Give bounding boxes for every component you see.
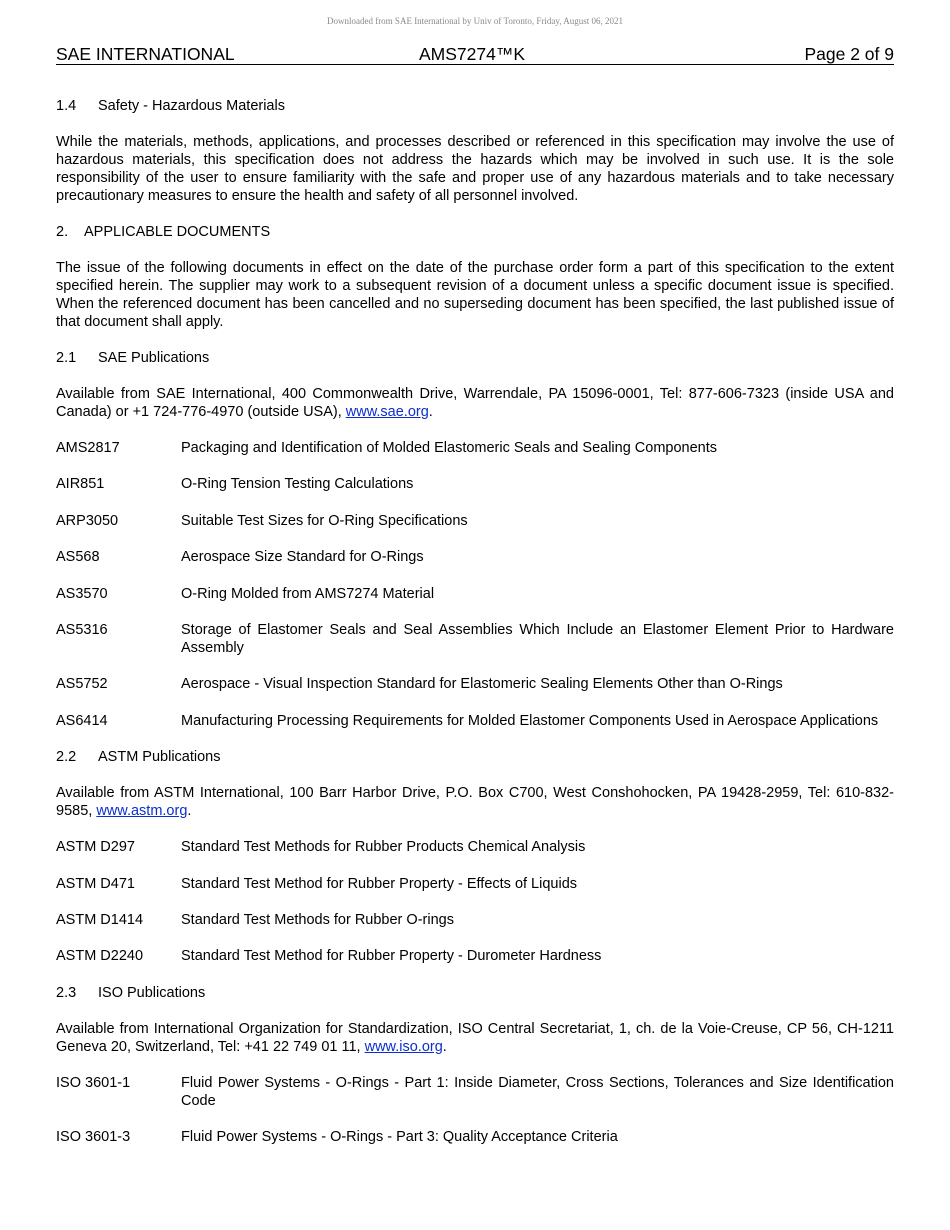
iso-website-link[interactable]: www.iso.org [364, 1038, 443, 1055]
sae-reference-list [56, 439, 894, 730]
reference-item [56, 675, 894, 693]
reference-item [56, 838, 894, 856]
astm-website-link[interactable]: www.astm.org [96, 803, 188, 820]
header-page-number: Page 2 of 9 [804, 44, 894, 64]
iso-availability-paragraph [56, 1020, 894, 1056]
reference-title: Fluid Power Systems - O-Rings - Part 3: Quality Acceptance Criteria [181, 1129, 618, 1146]
reference-title: Standard Test Methods for Rubber O-rings [181, 911, 454, 928]
section-title: ASTM Publications [98, 749, 221, 766]
section-heading-2-3 [56, 984, 894, 1002]
reference-title: Suitable Test Sizes for O-Ring Specifications [181, 512, 468, 529]
punctuation: . [442, 1038, 447, 1055]
reference-code: AS568 [56, 549, 100, 566]
reference-code: ASTM D471 [56, 875, 135, 892]
reference-item [56, 1128, 894, 1146]
reference-item [56, 712, 894, 730]
astm-availability-paragraph [56, 784, 894, 820]
reference-item [56, 1074, 894, 1110]
page-header [56, 44, 894, 65]
punctuation: . [187, 803, 192, 820]
reference-title: Storage of Elastomer Seals and Seal Assemblies Which Include an Elastomer Element Prior to Hardware Assembly [181, 621, 894, 656]
reference-item [56, 548, 894, 566]
reference-code: ASTM D2240 [56, 948, 144, 965]
availability-text: Available from ASTM International, 100 Barr Harbor Drive, P.O. Box C700, West Conshohocken, PA 19428-2959, Tel: 610-832-9585, [56, 785, 894, 820]
reference-code: AMS2817 [56, 440, 120, 456]
reference-item [56, 475, 894, 493]
section-number: 2.1 [56, 350, 77, 366]
header-document-number: AMS7274™K [419, 44, 526, 64]
reference-code: ASTM D1414 [56, 911, 144, 928]
reference-title: Standard Test Method for Rubber Property - Durometer Hardness [181, 948, 602, 965]
reference-code: ISO 3601-1 [56, 1074, 131, 1091]
section-number: 2. [56, 224, 69, 240]
reference-item [56, 585, 894, 603]
section-title: SAE Publications [98, 350, 210, 366]
reference-code: AS5316 [56, 621, 108, 638]
section-heading-2-1 [56, 349, 894, 367]
reference-title: Standard Test Methods for Rubber Products Chemical Analysis [181, 839, 586, 856]
astm-reference-list [56, 838, 894, 965]
reference-code: AS5752 [56, 676, 108, 693]
reference-title: Aerospace - Visual Inspection Standard for Elastomeric Sealing Elements Other than O-Rings [181, 676, 783, 693]
section-number: 1.4 [56, 98, 77, 114]
reference-item [56, 875, 894, 893]
reference-title: Manufacturing Processing Requirements for Molded Elastomer Components Used in Aerospace Applications [181, 712, 879, 729]
reference-code: ARP3050 [56, 512, 119, 529]
applicable-documents-paragraph: The issue of the following documents in effect on the date of the purchase order form a part of this specification to the extent specified herein. The supplier may work to a subsequent revision of a document unless a specific document issue is specified. When the referenced document has been cancelled and no superseding document has been specified, the last published issue of that document shall apply. [56, 260, 894, 330]
reference-title: Standard Test Method for Rubber Property - Effects of Liquids [181, 875, 578, 892]
header-organization: SAE INTERNATIONAL [56, 44, 235, 64]
document-body [56, 97, 894, 1164]
reference-item [56, 439, 894, 457]
reference-code: AS3570 [56, 585, 108, 602]
download-watermark: Downloaded from SAE International by Univ of Toronto, Friday, August 06, 2021 [326, 16, 624, 26]
reference-title: Fluid Power Systems - O-Rings - Part 1: Inside Diameter, Cross Sections, Tolerances and Size Identification Code [181, 1074, 894, 1109]
availability-text: Available from SAE International, 400 Commonwealth Drive, Warrendale, PA 15096-0001, Tel: 877-606-7323 (inside USA and Canada) or +1 724-776-4970 (outside USA), [56, 386, 894, 420]
availability-text: Available from International Organization for Standardization, ISO Central Secretariat, 1, ch. de la Voie-Creuse, CP 56, CH-1211 Geneva 20, Switzerland, Tel: +41 22 749 01 11, [56, 1020, 894, 1055]
iso-reference-list [56, 1074, 894, 1146]
sae-website-link[interactable]: www.sae.org [345, 404, 429, 420]
reference-item [56, 947, 894, 965]
reference-item [56, 512, 894, 530]
section-heading-2-2 [56, 748, 894, 766]
section-number: 2.3 [56, 984, 77, 1001]
reference-item [56, 911, 894, 929]
reference-title: O-Ring Molded from AMS7274 Material [181, 585, 435, 602]
safety-paragraph: While the materials, methods, applications, and processes described or referenced in this specification may involve the use of hazardous materials, this specification does not address the hazards which may be involved in such use. It is the sole responsibility of the user to ensure familiarity with the safe and proper use of any hazardous materials and to take necessary precautionary measures to ensure the health and safety of all personnel involved. [56, 134, 894, 204]
reference-code: ISO 3601-3 [56, 1129, 131, 1146]
reference-code: ASTM D297 [56, 839, 135, 856]
sae-availability-paragraph [56, 385, 894, 421]
reference-item [56, 621, 894, 657]
section-title: Safety - Hazardous Materials [98, 98, 285, 114]
reference-title: Packaging and Identification of Molded Elastomeric Seals and Sealing Components [181, 440, 718, 456]
reference-code: AIR851 [56, 476, 105, 493]
section-title: APPLICABLE DOCUMENTS [84, 224, 271, 240]
section-heading-2 [56, 223, 894, 241]
section-heading-1-4 [56, 97, 894, 115]
section-number: 2.2 [56, 749, 77, 766]
reference-title: O-Ring Tension Testing Calculations [181, 476, 414, 493]
section-title: ISO Publications [98, 984, 206, 1001]
reference-title: Aerospace Size Standard for O-Rings [181, 549, 424, 566]
punctuation: . [428, 404, 433, 420]
reference-code: AS6414 [56, 712, 108, 729]
